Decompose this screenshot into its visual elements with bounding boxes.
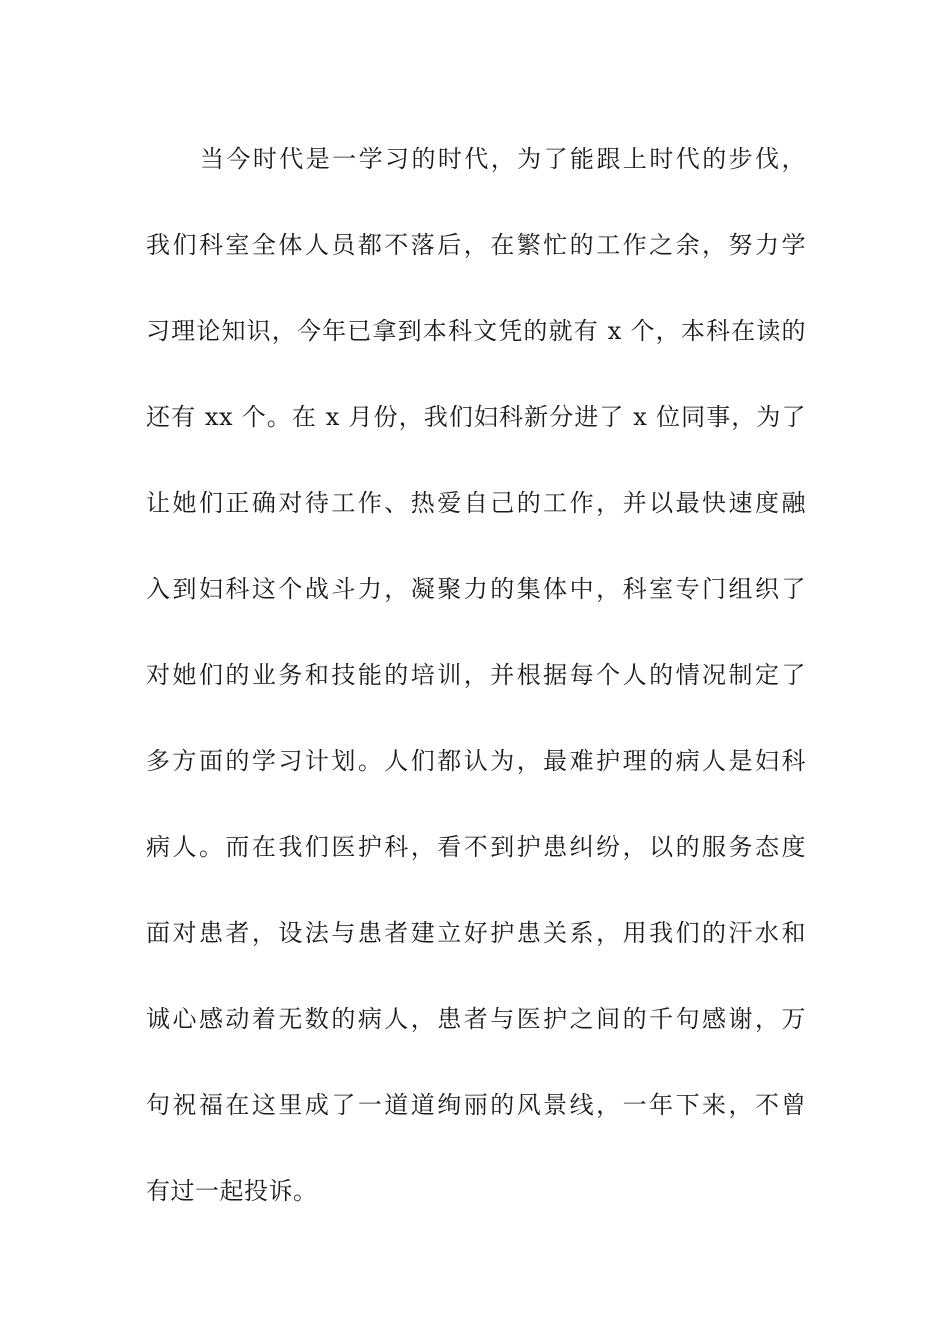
paragraph-line: 习理论知识，今年已拿到本科文凭的就有 x 个，本科在读的	[146, 317, 806, 345]
paragraph-line: 入到妇科这个战斗力，凝聚力的集体中，科室专门组织了	[146, 575, 806, 603]
paragraph-line: 病人。而在我们医护科，看不到护患纠纷，以的服务态度	[146, 833, 806, 861]
paragraph-line: 当今时代是一学习的时代，为了能跟上时代的步伐，	[200, 145, 806, 173]
paragraph-line: 多方面的学习计划。人们都认为，最难护理的病人是妇科	[146, 747, 806, 775]
paragraph-line: 诚心感动着无数的病人，患者与医护之间的千句感谢，万	[146, 1005, 806, 1033]
paragraph	[146, 136, 806, 1254]
paragraph-line: 有过一起投诉。	[146, 1177, 318, 1205]
paragraph-line: 对她们的业务和技能的培训，并根据每个人的情况制定了	[146, 661, 806, 689]
paragraph-line: 面对患者，设法与患者建立好护患关系，用我们的汗水和	[146, 919, 806, 947]
paragraph-line: 句祝福在这里成了一道道绚丽的风景线，一年下来，不曾	[146, 1091, 806, 1119]
paragraph-line: 还有 xx 个。在 x 月份，我们妇科新分进了 x 位同事，为了	[146, 403, 806, 431]
paragraph-line: 我们科室全体人员都不落后，在繁忙的工作之余，努力学	[146, 231, 806, 259]
paragraph-line: 让她们正确对待工作、热爱自己的工作，并以最快速度融	[146, 489, 806, 517]
